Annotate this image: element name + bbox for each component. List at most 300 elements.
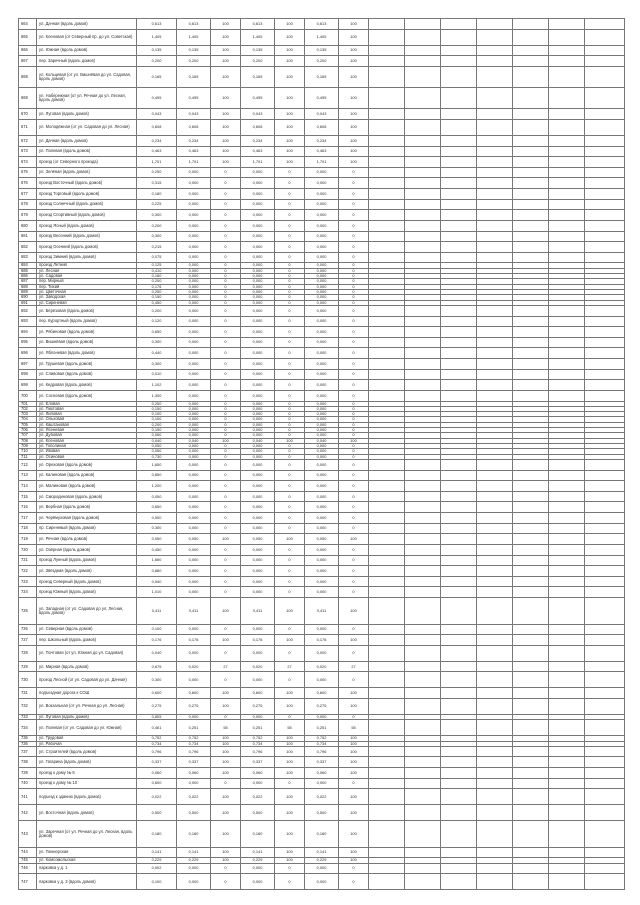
cell-value: 0,000 <box>177 449 211 454</box>
empty-cell <box>369 359 405 370</box>
empty-cell <box>369 746 405 757</box>
cell-value: 0 <box>275 284 305 289</box>
empty-cell <box>405 252 441 263</box>
empty-cell <box>513 231 549 242</box>
cell-value: 0 <box>211 449 241 454</box>
empty-cell <box>549 481 585 492</box>
cell-value: 0,000 <box>241 220 275 231</box>
cell-value: 0,000 <box>305 316 339 327</box>
cell-value: 0 <box>211 167 241 178</box>
cell-value: 0 <box>339 380 369 391</box>
cell-value: 0,229 <box>305 858 339 863</box>
empty-cell <box>513 189 549 200</box>
empty-cell <box>369 566 405 577</box>
empty-cell <box>405 390 441 401</box>
cell-value: 0,180 <box>137 189 177 200</box>
row-number: 725 <box>19 598 37 625</box>
cell-value: 0,200 <box>177 56 211 67</box>
empty-cell <box>441 720 477 736</box>
row-number: 685 <box>19 268 37 273</box>
road-name: ул. Озёрная (вдоль домов) <box>37 544 137 555</box>
row-number: 741 <box>19 789 37 805</box>
empty-cell <box>513 544 549 555</box>
cell-value: 0 <box>211 390 241 401</box>
cell-value: 0,650 <box>137 327 177 338</box>
cell-value: 100 <box>275 119 305 135</box>
cell-value: 0,000 <box>241 459 275 470</box>
cell-value: 0 <box>275 714 305 719</box>
road-name: ул. Заводская <box>37 295 137 300</box>
empty-cell <box>405 491 441 502</box>
cell-value: 0,000 <box>241 295 275 300</box>
cell-value: 1,405 <box>177 29 211 45</box>
empty-cell <box>477 56 513 67</box>
cell-value: 100 <box>211 157 241 168</box>
cell-value: 0,000 <box>241 167 275 178</box>
cell-value: 0,141 <box>305 847 339 858</box>
row-number: 727 <box>19 635 37 646</box>
empty-cell <box>585 390 625 401</box>
empty-cell <box>585 789 625 805</box>
road-name: ул. Рябиновая (вдоль домов) <box>37 327 137 338</box>
empty-cell <box>513 566 549 577</box>
cell-value: 100 <box>275 45 305 56</box>
table-row <box>19 109 625 120</box>
cell-value: 0,135 <box>137 45 177 56</box>
cell-value: 0,000 <box>241 587 275 598</box>
empty-cell <box>441 380 477 391</box>
row-number: 692 <box>19 305 37 316</box>
empty-cell <box>549 645 585 661</box>
row-number: 686 <box>19 274 37 279</box>
cell-value: 0,200 <box>137 56 177 67</box>
road-name: ул. Вокзальная (от ул. Речная до ул. Лесная) <box>37 699 137 715</box>
empty-cell <box>405 327 441 338</box>
empty-cell <box>369 587 405 598</box>
empty-cell <box>441 470 477 481</box>
cell-value: 100 <box>211 45 241 56</box>
table-row <box>19 555 625 566</box>
road-name: ул. Ольховая <box>37 417 137 422</box>
cell-value: 100 <box>211 746 241 757</box>
empty-cell <box>405 459 441 470</box>
cell-value: 100 <box>275 66 305 87</box>
cell-value: 0,411 <box>305 598 339 625</box>
cell-value: 0,734 <box>305 741 339 746</box>
empty-cell <box>369 146 405 157</box>
empty-cell <box>585 380 625 391</box>
cell-value: 0,141 <box>137 847 177 858</box>
empty-cell <box>405 56 441 67</box>
cell-value: 0,000 <box>241 279 275 284</box>
cell-value: 0 <box>211 284 241 289</box>
cell-value: 0 <box>275 566 305 577</box>
empty-cell <box>549 220 585 231</box>
cell-value: 0,000 <box>241 422 275 427</box>
cell-value: 0,234 <box>241 135 275 146</box>
cell-value: 0 <box>339 624 369 635</box>
road-name: ул. Почтовая (от ул. Южная до ул. Садовая) <box>37 645 137 661</box>
empty-cell <box>369 491 405 502</box>
empty-cell <box>441 768 477 779</box>
cell-value: 0 <box>275 268 305 273</box>
table-row <box>19 789 625 805</box>
cell-value: 0,411 <box>241 598 275 625</box>
cell-value: 1,300 <box>137 390 177 401</box>
empty-cell <box>369 45 405 56</box>
cell-value: 0,000 <box>305 390 339 401</box>
cell-value: 100 <box>275 19 305 30</box>
empty-cell <box>477 157 513 168</box>
empty-cell <box>585 720 625 736</box>
table-row <box>19 369 625 380</box>
empty-cell <box>513 380 549 391</box>
empty-cell <box>477 746 513 757</box>
cell-value: 0 <box>211 576 241 587</box>
cell-value: 0,000 <box>241 433 275 438</box>
cell-value: 0 <box>211 359 241 370</box>
cell-value: 0,463 <box>305 146 339 157</box>
road-name: ул. Луговая (вдоль домов) <box>37 714 137 719</box>
row-number: 707 <box>19 433 37 438</box>
cell-value: 0,000 <box>241 428 275 433</box>
empty-cell <box>549 587 585 598</box>
cell-value: 0,000 <box>177 672 211 688</box>
cell-value: 0,000 <box>241 284 275 289</box>
cell-value: 100 <box>339 56 369 67</box>
empty-cell <box>441 316 477 327</box>
cell-value: 0,000 <box>305 220 339 231</box>
cell-value: 0,000 <box>305 348 339 359</box>
cell-value: 0 <box>339 242 369 253</box>
cell-value: 100 <box>339 438 369 443</box>
row-number: 687 <box>19 279 37 284</box>
cell-value: 0,050 <box>241 534 275 545</box>
empty-cell <box>405 45 441 56</box>
cell-value: 0,463 <box>177 146 211 157</box>
cell-value: 0,000 <box>305 645 339 661</box>
road-name: ул. Гагарина (вдоль домов) <box>37 757 137 768</box>
empty-cell <box>513 210 549 221</box>
cell-value: 0 <box>339 231 369 242</box>
empty-cell <box>441 210 477 221</box>
cell-value: 0 <box>211 289 241 294</box>
row-number: 696 <box>19 348 37 359</box>
empty-cell <box>441 252 477 263</box>
empty-cell <box>441 88 477 109</box>
row-number: 740 <box>19 778 37 789</box>
cell-value: 100 <box>275 56 305 67</box>
cell-value: 0,040 <box>305 438 339 443</box>
cell-value: 0,000 <box>305 874 339 890</box>
cell-value: 0,200 <box>305 56 339 67</box>
cell-value: 0,734 <box>137 741 177 746</box>
cell-value: 0,234 <box>137 135 177 146</box>
empty-cell <box>405 688 441 699</box>
cell-value: 0 <box>275 555 305 566</box>
table-row <box>19 847 625 858</box>
cell-value: 0 <box>275 369 305 380</box>
cell-value: 0 <box>211 300 241 305</box>
empty-cell <box>585 189 625 200</box>
empty-cell <box>441 157 477 168</box>
cell-value: 0 <box>211 295 241 300</box>
cell-value: 0,043 <box>241 109 275 120</box>
empty-cell <box>585 316 625 327</box>
empty-cell <box>477 29 513 45</box>
cell-value: 0,000 <box>177 167 211 178</box>
cell-value: 0,000 <box>305 523 339 534</box>
cell-value: 0,000 <box>305 544 339 555</box>
empty-cell <box>585 178 625 189</box>
cell-value: 0,000 <box>177 252 211 263</box>
cell-value: 0,000 <box>241 305 275 316</box>
cell-value: 0,000 <box>305 189 339 200</box>
empty-cell <box>513 242 549 253</box>
cell-value: 0,730 <box>137 454 177 459</box>
road-name: парковка у д. 1 <box>37 863 137 874</box>
empty-cell <box>369 231 405 242</box>
cell-value: 0,000 <box>177 491 211 502</box>
cell-value: 100 <box>211 146 241 157</box>
cell-value: 0,000 <box>177 199 211 210</box>
cell-value: 100 <box>339 19 369 30</box>
empty-cell <box>585 135 625 146</box>
cell-value: 0 <box>211 316 241 327</box>
empty-cell <box>441 189 477 200</box>
empty-cell <box>441 19 477 30</box>
empty-cell <box>441 645 477 661</box>
empty-cell <box>405 661 441 672</box>
cell-value: 0 <box>275 874 305 890</box>
empty-cell <box>585 502 625 513</box>
cell-value: 0 <box>211 279 241 284</box>
road-name: ул. Восточная (вдоль домов) <box>37 805 137 821</box>
empty-cell <box>477 305 513 316</box>
row-number: 701 <box>19 401 37 406</box>
row-number: 682 <box>19 242 37 253</box>
cell-value: 0,000 <box>177 390 211 401</box>
cell-value: 0,135 <box>241 45 275 56</box>
cell-value: 0,000 <box>305 566 339 577</box>
cell-value: 0,180 <box>137 821 177 848</box>
cell-value: 0,796 <box>177 746 211 757</box>
empty-cell <box>549 189 585 200</box>
cell-value: 0,000 <box>305 268 339 273</box>
cell-value: 100 <box>275 757 305 768</box>
empty-cell <box>405 359 441 370</box>
cell-value: 0 <box>339 300 369 305</box>
cell-value: 100 <box>211 847 241 858</box>
empty-cell <box>549 805 585 821</box>
cell-value: 0,043 <box>137 109 177 120</box>
empty-cell <box>369 688 405 699</box>
table-row <box>19 805 625 821</box>
cell-value: 0 <box>339 555 369 566</box>
table-row <box>19 502 625 513</box>
cell-value: 100 <box>275 109 305 120</box>
cell-value: 0 <box>339 295 369 300</box>
road-name: проезд Летний <box>37 263 137 268</box>
cell-value: 0 <box>275 863 305 874</box>
road-name: проезд Лесной (от ул. Садовая до ул. Дачная) <box>37 672 137 688</box>
empty-cell <box>441 778 477 789</box>
cell-value: 0,000 <box>305 300 339 305</box>
cell-value: 0,010 <box>137 369 177 380</box>
cell-value: 100 <box>275 699 305 715</box>
road-name: проезд Спортивный (вдоль домов) <box>37 210 137 221</box>
cell-value: 0,176 <box>177 635 211 646</box>
empty-cell <box>513 598 549 625</box>
empty-cell <box>513 789 549 805</box>
cell-value: 0,337 <box>305 757 339 768</box>
table-row <box>19 491 625 502</box>
empty-cell <box>549 348 585 359</box>
cell-value: 0,000 <box>177 210 211 221</box>
empty-cell <box>441 587 477 598</box>
cell-value: 0 <box>339 284 369 289</box>
cell-value: 0 <box>275 252 305 263</box>
cell-value: 0,000 <box>177 555 211 566</box>
cell-value: 0,100 <box>137 412 177 417</box>
cell-value: 0,000 <box>241 189 275 200</box>
cell-value: 0 <box>275 210 305 221</box>
empty-cell <box>585 88 625 109</box>
cell-value: 0 <box>211 513 241 524</box>
cell-value: 0 <box>275 189 305 200</box>
row-number: 728 <box>19 645 37 661</box>
empty-cell <box>441 624 477 635</box>
cell-value: 0,000 <box>241 268 275 273</box>
cell-value: 0,540 <box>137 576 177 587</box>
road-name: ул. Строителей (вдоль домов) <box>37 746 137 757</box>
row-number: 737 <box>19 746 37 757</box>
cell-value: 0,752 <box>177 736 211 741</box>
road-name: ул. Берёзовая (вдоль домов) <box>37 305 137 316</box>
cell-value: 0 <box>275 401 305 406</box>
empty-cell <box>477 523 513 534</box>
cell-value: 0,060 <box>137 433 177 438</box>
cell-value: 0,608 <box>305 119 339 135</box>
cell-value: 0,411 <box>137 598 177 625</box>
row-number: 739 <box>19 768 37 779</box>
cell-value: 0,000 <box>177 412 211 417</box>
empty-cell <box>369 178 405 189</box>
cell-value: 100 <box>211 66 241 87</box>
road-name: ул. Садовая <box>37 274 137 279</box>
road-name: ул. Комсомольская <box>37 858 137 863</box>
cell-value: 0,000 <box>177 242 211 253</box>
empty-cell <box>441 523 477 534</box>
empty-cell <box>405 624 441 635</box>
empty-cell <box>477 874 513 890</box>
cell-value: 100 <box>275 438 305 443</box>
empty-cell <box>585 555 625 566</box>
cell-value: 0,000 <box>241 863 275 874</box>
empty-cell <box>549 661 585 672</box>
cell-value: 0,000 <box>241 327 275 338</box>
empty-cell <box>405 768 441 779</box>
table-row <box>19 146 625 157</box>
cell-value: 0 <box>339 327 369 338</box>
cell-value: 27 <box>211 661 241 672</box>
empty-cell <box>549 327 585 338</box>
cell-value: 0 <box>275 428 305 433</box>
empty-cell <box>369 789 405 805</box>
cell-value: 0,150 <box>137 406 177 411</box>
cell-value: 100 <box>339 635 369 646</box>
empty-cell <box>405 805 441 821</box>
cell-value: 0 <box>211 778 241 789</box>
empty-cell <box>369 316 405 327</box>
cell-value: 0,040 <box>137 438 177 443</box>
cell-value: 0,315 <box>137 178 177 189</box>
cell-value: 0,450 <box>137 300 177 305</box>
empty-cell <box>477 587 513 598</box>
empty-cell <box>549 874 585 890</box>
cell-value: 0,050 <box>305 534 339 545</box>
row-number: 723 <box>19 576 37 587</box>
row-number: 698 <box>19 369 37 380</box>
cell-value: 0,200 <box>241 56 275 67</box>
cell-value: 0,000 <box>241 624 275 635</box>
empty-cell <box>405 720 441 736</box>
cell-value: 0,060 <box>137 768 177 779</box>
cell-value: 0,500 <box>241 805 275 821</box>
cell-value: 0,000 <box>177 295 211 300</box>
cell-value: 100 <box>275 135 305 146</box>
row-number: 702 <box>19 406 37 411</box>
empty-cell <box>405 66 441 87</box>
empty-cell <box>513 66 549 87</box>
empty-cell <box>477 645 513 661</box>
cell-value: 0 <box>275 444 305 449</box>
road-name: ул. Кленовая <box>37 438 137 443</box>
cell-value: 0,000 <box>241 359 275 370</box>
road-name: ул. Цветочная <box>37 289 137 294</box>
row-number: 691 <box>19 300 37 305</box>
cell-value: 1,650 <box>137 459 177 470</box>
empty-cell <box>513 688 549 699</box>
empty-cell <box>513 470 549 481</box>
cell-value: 0,060 <box>305 768 339 779</box>
empty-cell <box>513 699 549 715</box>
empty-cell <box>585 29 625 45</box>
empty-cell <box>405 555 441 566</box>
cell-value: 0,150 <box>137 295 177 300</box>
empty-cell <box>441 337 477 348</box>
empty-cell <box>405 220 441 231</box>
cell-value: 0 <box>211 417 241 422</box>
empty-cell <box>441 45 477 56</box>
cell-value: 0,463 <box>137 146 177 157</box>
cell-value: 0 <box>211 305 241 316</box>
cell-value: 0,176 <box>137 635 177 646</box>
cell-value: 0,200 <box>137 220 177 231</box>
empty-cell <box>441 598 477 625</box>
empty-cell <box>369 470 405 481</box>
road-name: подъездная дорога к СОШ <box>37 688 137 699</box>
cell-value: 100 <box>339 768 369 779</box>
cell-value: 0 <box>339 369 369 380</box>
empty-cell <box>441 481 477 492</box>
cell-value: 0 <box>339 449 369 454</box>
cell-value: 0,805 <box>137 714 177 719</box>
empty-cell <box>477 757 513 768</box>
empty-cell <box>513 821 549 848</box>
road-name: проезд Торговый (вдоль домов) <box>37 189 137 200</box>
cell-value: 100 <box>339 789 369 805</box>
